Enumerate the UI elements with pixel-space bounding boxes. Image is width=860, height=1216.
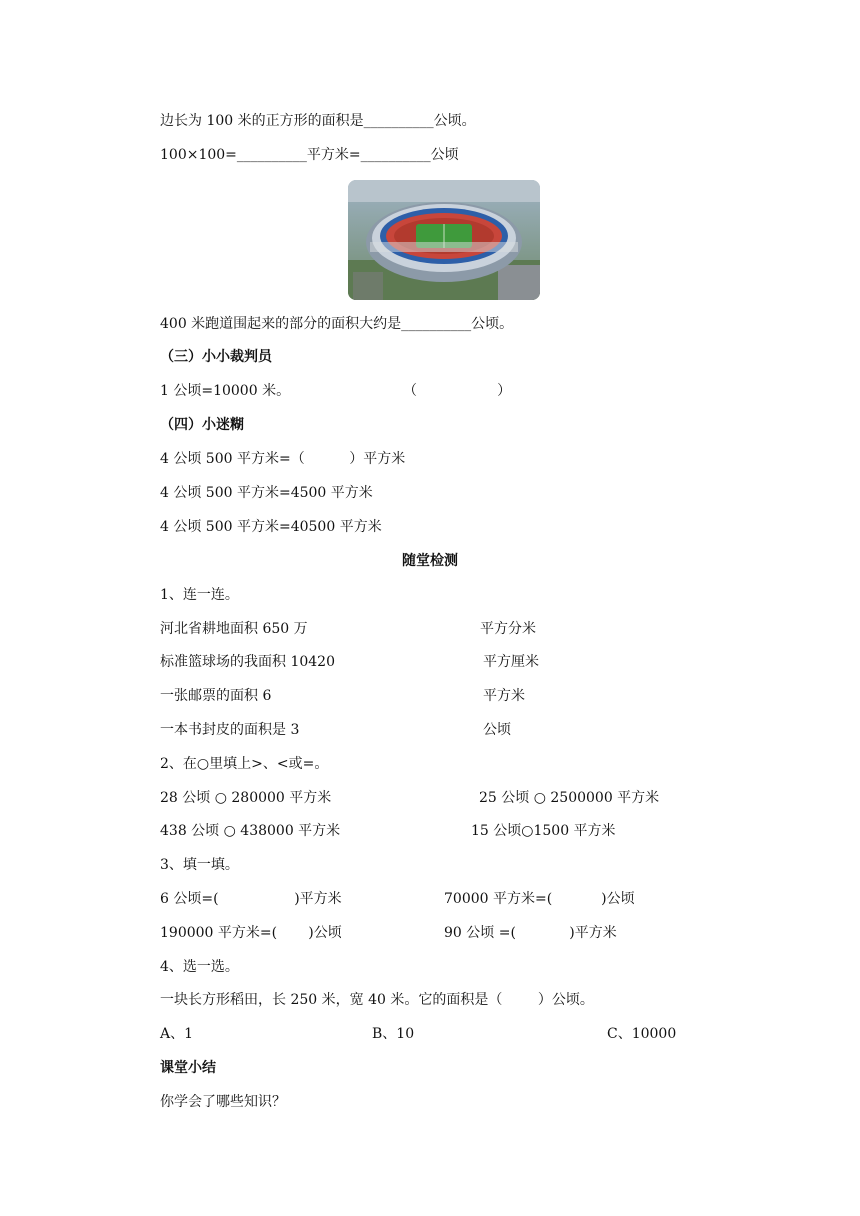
fill-left-2: 190000 平方米=( )公顷 [160,925,342,941]
match-right-4: 公顷 [483,722,511,738]
match-left-1: 河北省耕地面积 650 万 [160,621,308,637]
confused-line-2: 4 公顷 500 平方米=4500 平方米 [160,485,373,501]
square-area-question: 边长为 100 米的正方形的面积是__________公顷。 [160,113,476,129]
option-c: C、10000 [607,1026,677,1042]
fill-right-1: 70000 平方米=( )公顷 [444,891,635,907]
section-heading-confused: （四）小迷糊 [160,417,244,433]
summary-heading: 课堂小结 [160,1060,216,1076]
compare-left-2: 438 公顷 ○ 438000 平方米 [160,823,341,839]
compare-right-2: 15 公顷○1500 平方米 [471,823,616,839]
question-1-heading: 1、连一连。 [160,587,239,603]
square-area-calculation: 100×100=__________平方米=__________公顷 [160,147,459,163]
compare-left-1: 28 公顷 ○ 280000 平方米 [160,790,332,806]
compare-right-1: 25 公顷 ○ 2500000 平方米 [479,790,660,806]
judge-answer-bracket: （ ） [403,383,512,399]
match-right-2: 平方厘米 [483,654,539,670]
judge-statement: 1 公顷=10000 米。 [160,383,291,399]
track-area-question: 400 米跑道围起来的部分的面积大约是__________公顷。 [160,316,514,332]
question-4-text: 一块长方形稻田，长 250 米，宽 40 米。它的面积是（ ）公顷。 [160,992,594,1008]
confused-line-1: 4 公顷 500 平方米=（ ）平方米 [160,451,406,467]
match-right-3: 平方米 [483,688,525,704]
fill-left-1: 6 公顷=( )平方米 [160,891,342,907]
confused-line-3: 4 公顷 500 平方米=40500 平方米 [160,519,382,535]
section-heading-judge: （三）小小裁判员 [160,349,272,365]
question-4-heading: 4、选一选。 [160,959,239,975]
question-3-heading: 3、填一填。 [160,857,239,873]
section-title-quiz: 随堂检测 [402,553,458,569]
match-right-1: 平方分米 [480,621,536,637]
option-b: B、10 [372,1026,415,1042]
fill-right-2: 90 公顷 =( )平方米 [444,925,617,941]
stadium-photo [348,180,540,300]
option-a: A、1 [160,1026,194,1042]
match-left-2: 标准篮球场的我面积 10420 [160,654,335,670]
summary-question: 你学会了哪些知识？ [160,1094,286,1110]
match-left-3: 一张邮票的面积 6 [160,688,272,704]
match-left-4: 一本书封皮的面积是 3 [160,722,300,738]
question-2-heading: 2、在○里填上>、<或=。 [160,756,329,772]
